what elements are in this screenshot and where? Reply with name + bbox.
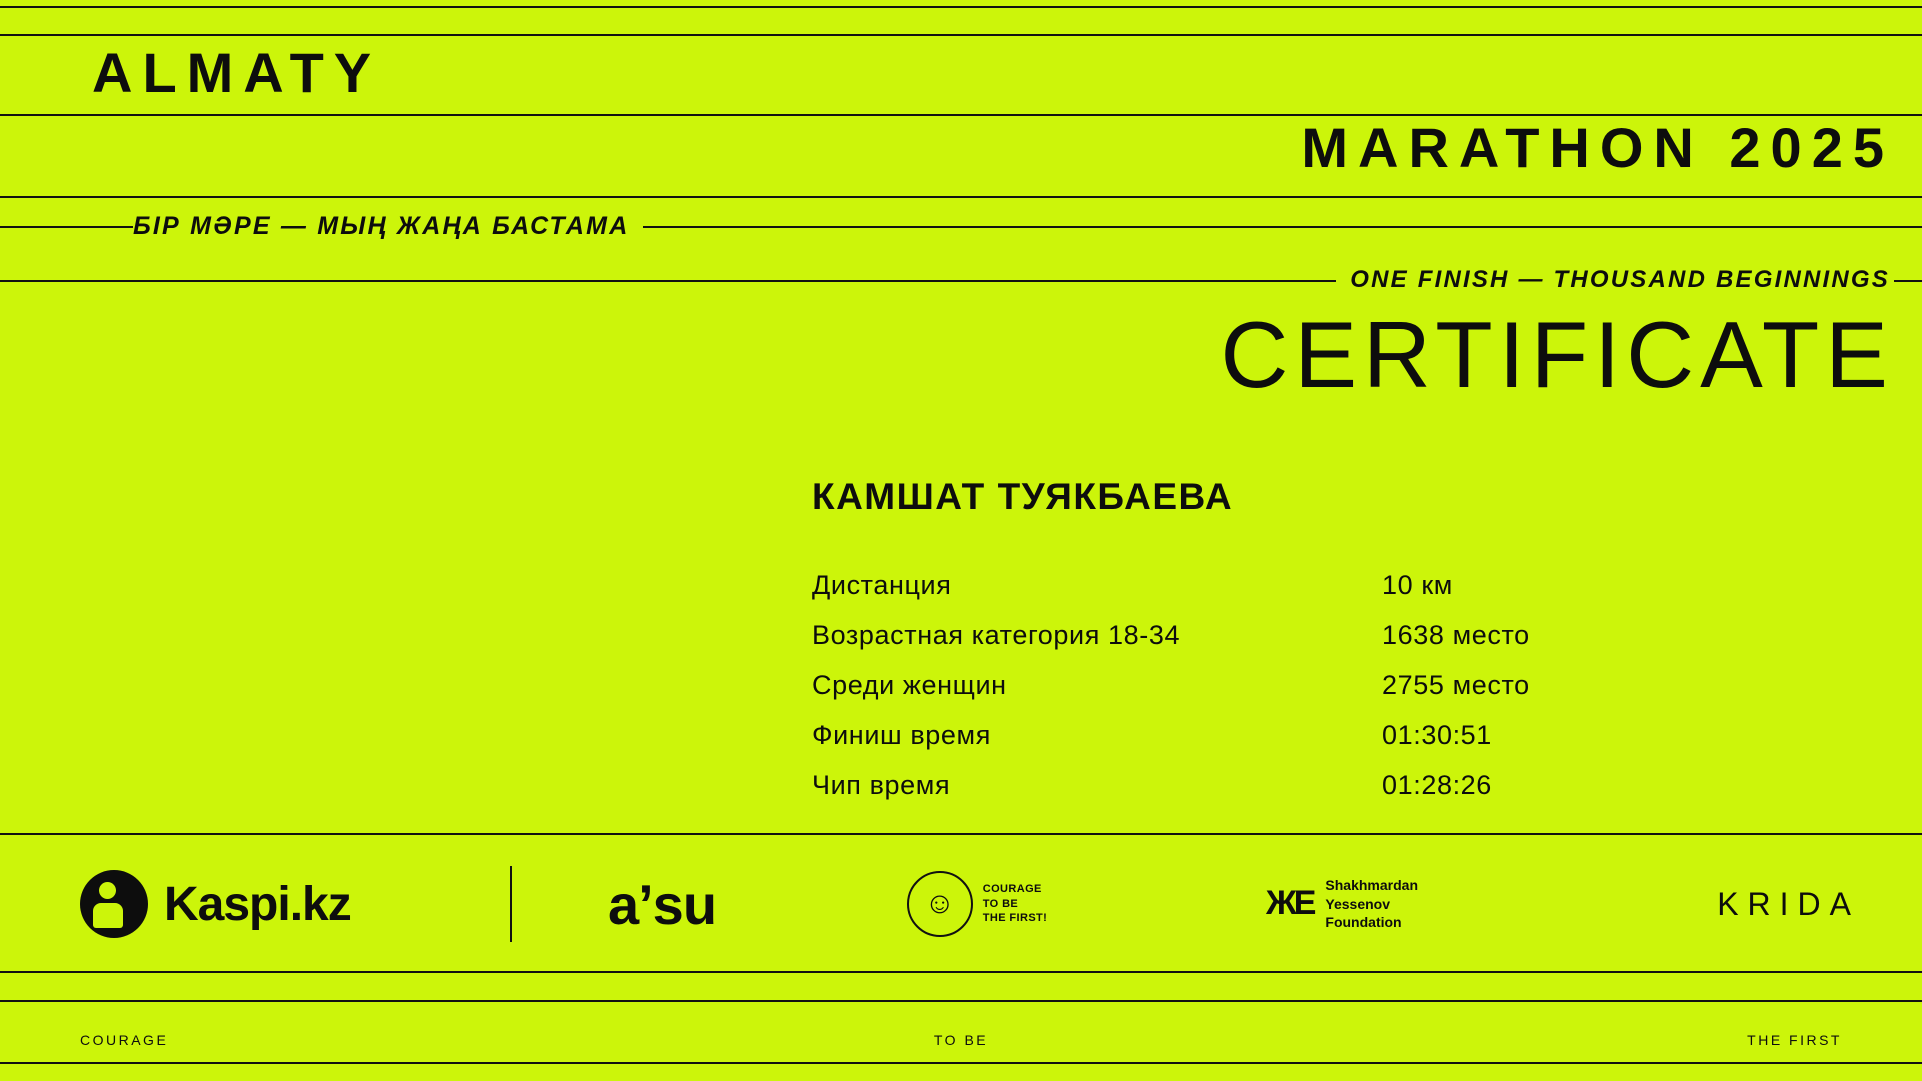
shakhmardan-line-2: Yessenov [1325,895,1391,912]
footer-text-left: COURAGE [80,1032,169,1048]
sponsor-bar [0,838,1922,970]
sponsor-krida [1542,886,1922,923]
footer-text-middle: TO BE [933,1032,989,1048]
table-row [812,620,1612,670]
courage-person-icon: ☺ [907,871,973,937]
tagline-english: ONE FINISH — THOUSAND BEGINNINGS [1336,268,1894,292]
result-label: Дистанция [812,570,952,600]
divider-line-sponsors-top [0,833,1922,835]
table-row [812,720,1612,770]
result-value: 01:28:26 [1382,770,1492,800]
yessenov-logo-icon: ЖЕ [1265,884,1314,923]
shakhmardan-line-1: Shakhmardan [1325,876,1418,893]
divider-line-top-1 [0,6,1922,8]
result-label: Чип время [812,770,951,800]
courage-line-3: THE FIRST! [982,912,1048,925]
table-row [812,770,1612,820]
footer-text-right: THE FIRST [1747,1032,1842,1048]
city-title: ALMATY [92,41,382,104]
sponsor-krida-label: KRIDA [1717,885,1860,922]
sponsor-kaspi-label: Kaspi.kz [164,877,351,931]
page-title: CERTIFICATE [1220,302,1894,407]
divider-line-footer-top [0,1000,1922,1002]
result-value: 10 км [1382,570,1453,600]
divider-line-sponsors-bottom [0,971,1922,973]
athlete-name: КАМШАТ ТУЯКБАЕВА [812,476,1234,517]
result-value: 1638 место [1382,620,1530,650]
footer-bar [0,1020,1922,1060]
result-label: Финиш время [812,720,991,750]
event-title: MARATHON 2025 [1301,116,1894,179]
sponsor-shakhmardan-yessenov-foundation [1142,876,1542,933]
result-label: Возрастная категория 18-34 [812,620,1181,650]
tagline-kazakh: БІР МӘРЕ — МЫҢ ЖАҢА БАСТАМА [133,214,643,239]
result-value: 01:30:51 [1382,720,1492,750]
divider-line-top-2 [0,34,1922,36]
sponsor-courage-fund [812,871,1142,937]
sponsor-kaspi [0,870,510,938]
shakhmardan-line-3: Foundation [1325,914,1402,931]
results-table [812,570,1612,820]
result-label: Среди женщин [812,670,1007,700]
divider-line-footer-bottom [0,1062,1922,1064]
table-row [812,670,1612,720]
sponsor-asu-label: aʼsu [607,872,717,936]
divider-line-top-4 [0,196,1922,198]
kaspi-logo-icon [80,870,148,938]
courage-line-1: COURAGE [982,882,1042,895]
sponsor-asu [512,872,812,937]
table-row [812,570,1612,620]
courage-line-2: TO BE [982,897,1019,910]
result-value: 2755 место [1382,670,1530,700]
